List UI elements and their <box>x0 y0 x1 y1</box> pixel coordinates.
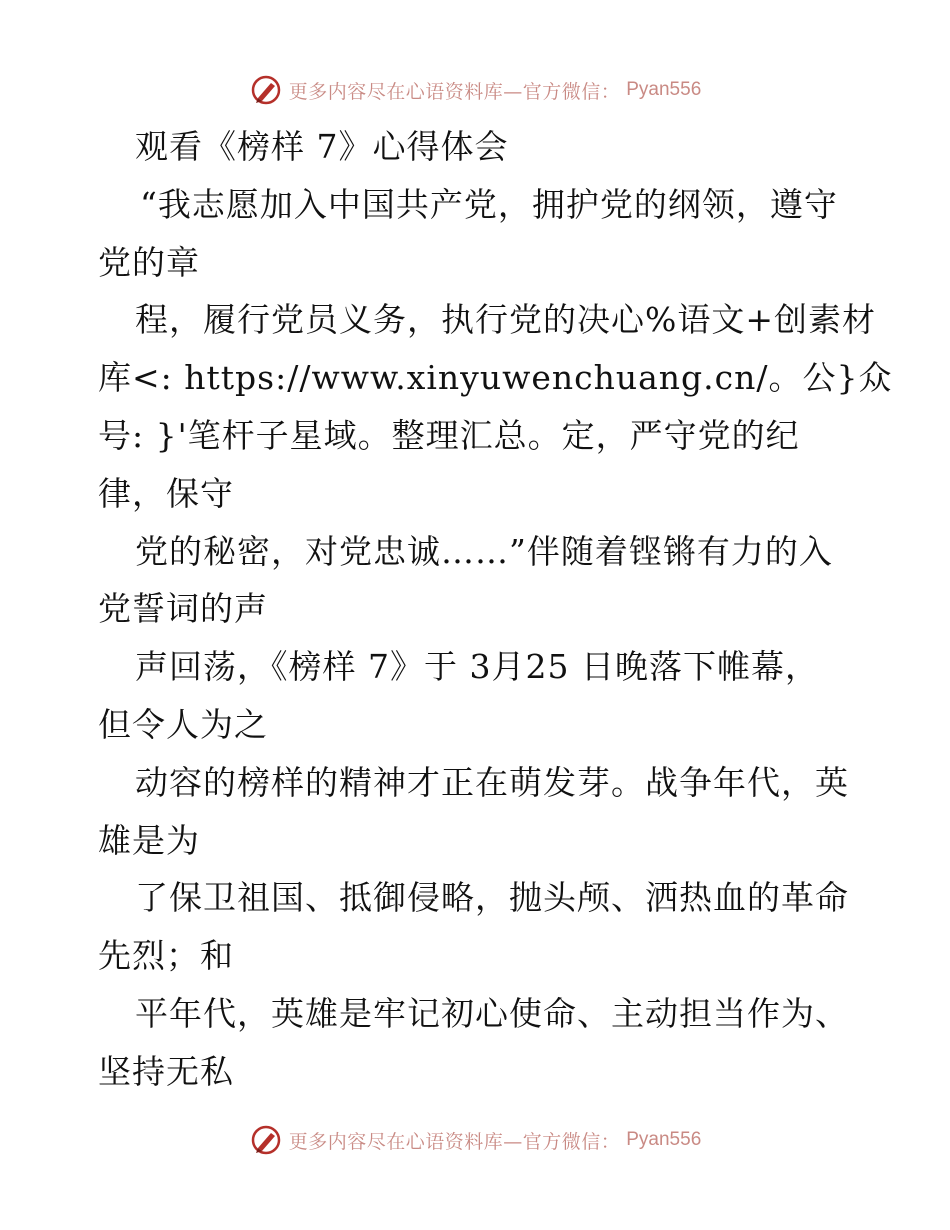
text-line: “我志愿加入中国共产党，拥护党的纲领，遵守 <box>140 184 838 224</box>
pen-logo-icon <box>249 73 283 107</box>
text-line: 党的章 <box>98 242 200 282</box>
text-line: 党誓词的声 <box>98 589 268 629</box>
text-line: 号: }'笔杆子星域。整理汇总。定，严守党的纪 <box>98 415 800 455</box>
text-line: 了保卫祖国、抵御侵略，抛头颅、洒热血的革命 <box>135 878 849 918</box>
text-line: 先烈；和 <box>98 936 234 976</box>
footer-watermark <box>0 1120 950 1160</box>
text-line: 程，履行党员义务，执行党的决心%语文+创素材 <box>135 300 877 340</box>
text-line: 声回荡，《榜样 7》于 3月25 日晚落下帷幕， <box>135 647 819 687</box>
watermark-text: 更多内容尽在心语资料库—官方微信： <box>288 80 621 103</box>
text-line: 动容的榜样的精神才正在萌发芽。战争年代，英 <box>135 762 849 802</box>
text-line: 平年代，英雄是牢记初心使命、主动担当作为、 <box>135 993 849 1033</box>
text-line: 但令人为之 <box>98 704 268 744</box>
text-line: 雄是为 <box>98 820 200 860</box>
watermark-account: Pyan556 <box>626 1129 702 1150</box>
text-line: 库<: https://www.xinyuwenchuang.cn/。公}众 <box>98 358 893 398</box>
pen-logo-icon <box>249 1123 283 1157</box>
watermark-account: Pyan556 <box>626 79 702 100</box>
text-line: 律，保守 <box>98 473 234 513</box>
text-line: 坚持无私 <box>98 1051 234 1091</box>
document-body <box>98 118 893 1101</box>
document-title: 观看《榜样 7》心得体会 <box>135 127 509 166</box>
text-line: 党的秘密，对党忠诚……”伴随着铿锵有力的入 <box>135 531 833 571</box>
watermark-text: 更多内容尽在心语资料库—官方微信： <box>288 1130 621 1153</box>
header-watermark <box>0 70 950 110</box>
